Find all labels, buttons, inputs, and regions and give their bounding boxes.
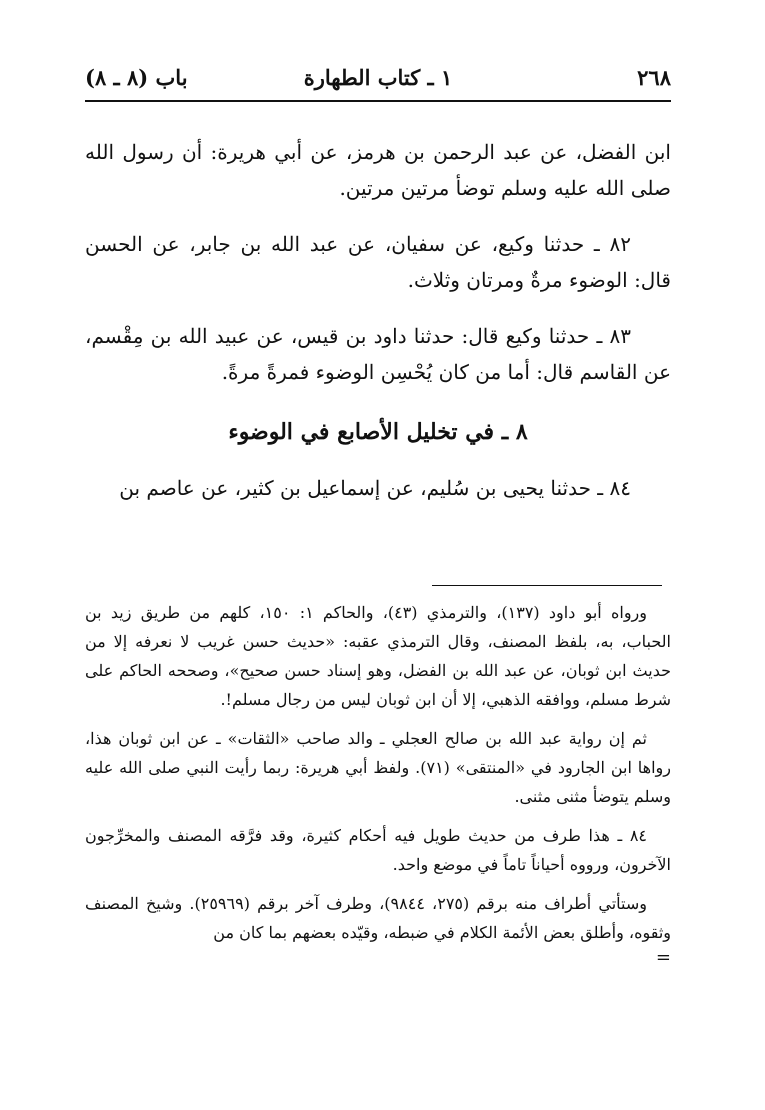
footnotes <box>85 598 671 969</box>
footnote-2: ثم إن رواية عبد الله بن صالح العجلي ـ والد صاحب «الثقات» ـ عن ابن ثوبان هذا، رواها ابن الجارود في «المنتقى» (٧١). ولفظ أبي هريرة: ربما رأيت النبي صلى الله عليه وسلم يتوضأ مثنى مثنى. <box>85 729 671 806</box>
hadith-83: ٨٣ ـ حدثنا وكيع قال: حدثنا داود بن قيس، عن عبيد الله بن مِقْسم، عن القاسم قال: أما من كان يُحْسِن الوضوء فمرةً مرةً. <box>85 324 671 384</box>
footnote-separator <box>432 585 662 586</box>
footnote-3: ٨٤ ـ هذا طرف من حديث طويل فيه أحكام كثيرة، وقد فرَّقه المصنف والمخرِّجون الآخرون، ورووه أحياناً تاماً في موضع واحد. <box>85 826 671 874</box>
book-title: ١ ـ كتاب الطهارة <box>303 65 453 90</box>
continuation-mark: = <box>655 947 671 968</box>
footnote-1: ورواه أبو داود (١٣٧)، والترمذي (٤٣)، والحاكم ١: ١٥٠، كلهم من طريق زيد بن الحباب، به، بلفظ المصنف، وقال الترمذي عقبه: «حديث حسن غريب لا نعرفه إلا من حديث ابن ثوبان، عن عبد الله بن الفضل، وهو إسناد حسن صحيح»، وصححه الحاكم على شرط مسلم، ووافقه الذهبي، إلا أن ابن ثوبان ليس من رجال مسلم!. <box>85 603 671 709</box>
running-header <box>85 62 671 96</box>
hadith-82: ٨٢ ـ حدثنا وكيع، عن سفيان، عن عبد الله بن جابر، عن الحسن قال: الوضوء مرةٌ ومرتان وثلاث. <box>85 232 671 292</box>
chapter-range: باب (٨ ـ ٨) <box>85 65 188 90</box>
page-number: ٢٦٨ <box>637 65 671 90</box>
section-heading: ٨ ـ في تخليل الأصابع في الوضوء <box>228 419 528 445</box>
hadith-84: ٨٤ ـ حدثنا يحيى بن سُليم، عن إسماعيل بن كثير، عن عاصم بن <box>119 476 631 500</box>
footnote-4: وستأتي أطراف منه برقم (٢٧٥، ٩٨٤٤)، وطرف آخر برقم (٢٥٩٦٩). وشيخ المصنف وثقوه، وأطلق بعض الأئمة الكلام في ضبطه، وقيّده بعضهم بما كان من <box>85 894 671 942</box>
header-rule <box>85 100 671 102</box>
paragraph-continuation: ابن الفضل، عن عبد الرحمن بن هرمز، عن أبي هريرة: أن رسول الله صلى الله عليه وسلم توضأ مرتين مرتين. <box>85 140 671 200</box>
main-text <box>85 134 671 506</box>
